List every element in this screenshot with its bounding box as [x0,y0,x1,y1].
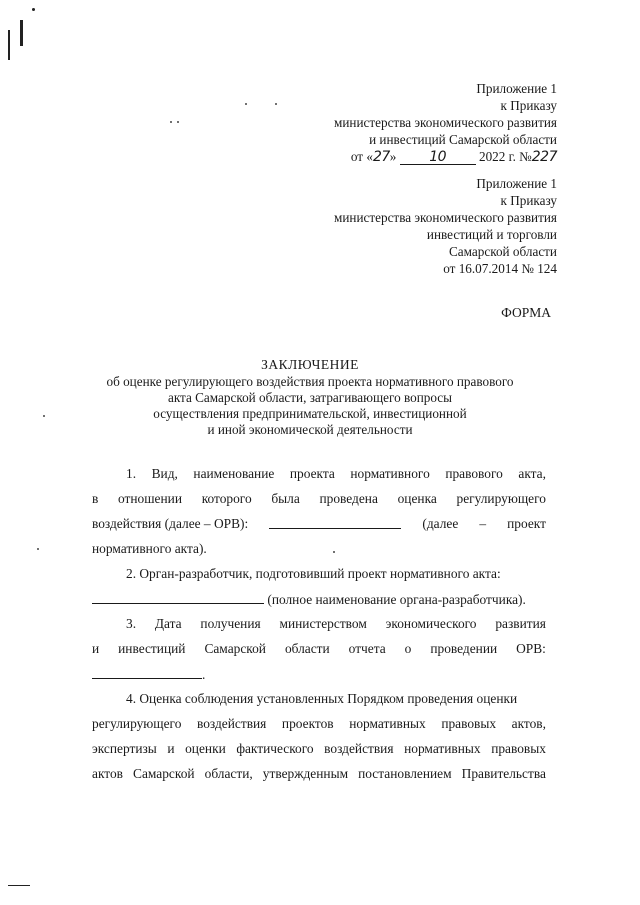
word: актов, [511,716,546,731]
word: ОРВ: [516,641,546,656]
year-text: 2022 г. № [478,149,532,164]
month-field [400,150,476,165]
word: о [404,641,412,656]
word: постановлением [358,766,452,781]
word: регулирующего [92,716,182,731]
scan-artifact [20,20,23,46]
title-line: и иной экономической деятельности [207,422,413,437]
word: – [479,516,487,531]
section3-line1 [92,616,546,632]
word: акта, [518,466,546,481]
appendix-line: к Приказу [500,193,557,208]
word: которого [201,491,252,506]
section2-line1: 2. Орган-разработчик, подготовивший проект нормативного акта: [126,566,501,581]
word: инвестиций [118,641,186,656]
word: правовых [441,716,497,731]
appendix-line: от 16.07.2014 № 124 [443,261,557,276]
word: проект [507,516,546,531]
appendix-line: министерства экономического развития [334,210,557,225]
title-line: об оценке регулирующего воздействия проекта нормативного правового [106,374,514,389]
handwritten-day: 27 [372,149,390,165]
appendix-line: инвестиций и торговли [426,227,557,242]
date-mid: » [389,149,397,164]
word: отчета [348,641,386,656]
word: проектов [281,716,334,731]
word: (далее [422,516,459,531]
section4-line4 [92,766,546,782]
appendix-line: и инвестиций Самарской области [369,132,557,147]
word: Правительства [461,766,546,781]
word: получения [200,616,261,631]
word: нормативных [404,741,481,756]
scan-artifact [275,103,277,105]
word: области [284,641,330,656]
scan-artifact [170,121,172,123]
word: наименование [193,466,275,481]
word: правовых [491,741,546,756]
word: 1. [126,466,137,481]
scan-artifact [43,415,45,417]
form-label: ФОРМА [501,305,551,320]
word: Самарской [133,766,195,781]
section2-line2 [92,591,546,608]
word: проекта [289,466,335,481]
word: в [92,491,99,506]
word: регулирующего [456,491,546,506]
section1-line4: нормативного акта). [92,541,207,556]
word: Дата [154,616,182,631]
orv-type-blank [269,516,401,529]
word: оценка [397,491,437,506]
appendix-original-block [334,175,557,277]
title-main: ЗАКЛЮЧЕНИЕ [261,357,359,372]
word: правового [445,466,503,481]
word: отношении [118,491,183,506]
section3-line3 [92,666,546,683]
date-prefix: от « [350,149,373,164]
scan-artifact [32,8,35,11]
title-line: акта Самарской области, затрагивающего вопросы [167,390,453,405]
scan-artifact [8,30,10,60]
title-line: осуществления предпринимательской, инвестиционной [153,406,467,421]
section4-line2 [92,716,546,732]
word: оценки [185,741,226,756]
word: экспертизы [92,741,157,756]
appendix-current-block [334,80,557,166]
word: нормативного [350,466,430,481]
report-date-blank [92,666,202,679]
appendix-date-line [334,148,557,166]
word: и [167,741,175,756]
word: проведена [319,491,378,506]
word: развития [495,616,546,631]
handwritten-month: 10 [429,149,447,165]
word: воздействия [324,741,394,756]
word: 3. [126,616,137,631]
developer-hint: (полное наименование органа-разработчика). [267,592,526,607]
period: . [202,667,206,682]
word: воздействия [197,716,267,731]
word: Самарской [204,641,266,656]
section1-line2 [92,491,546,507]
word: нормативных [349,716,426,731]
appendix-line: министерства экономического развития [334,115,557,130]
word: утвержденным [262,766,349,781]
section1-line3 [92,516,546,532]
section3-line2 [92,641,546,657]
appendix-line: Приложение 1 [476,81,557,96]
appendix-line: к Приказу [500,98,557,113]
word: области, [204,766,253,781]
section4-line3 [92,741,546,757]
scan-artifact [37,548,39,550]
handwritten-number: 227 [531,149,557,165]
appendix-line: Самарской области [449,244,557,259]
scan-artifact [245,103,247,105]
document-title [80,357,540,438]
orv-label: воздействия (далее – ОРВ): [92,516,249,531]
developer-blank [92,591,264,604]
word: экономического [385,616,477,631]
word: проведении [430,641,498,656]
scan-artifact [8,885,30,886]
word: актов [92,766,123,781]
word: Вид, [151,466,178,481]
word: фактического [236,741,314,756]
appendix-line: Приложение 1 [476,176,557,191]
section1-line1 [92,466,546,482]
scan-artifact [177,121,179,123]
word: министерством [279,616,367,631]
word: и [92,641,100,656]
word: была [271,491,300,506]
section4-line1: 4. Оценка соблюдения установленных Порядком проведения оценки [126,691,518,706]
